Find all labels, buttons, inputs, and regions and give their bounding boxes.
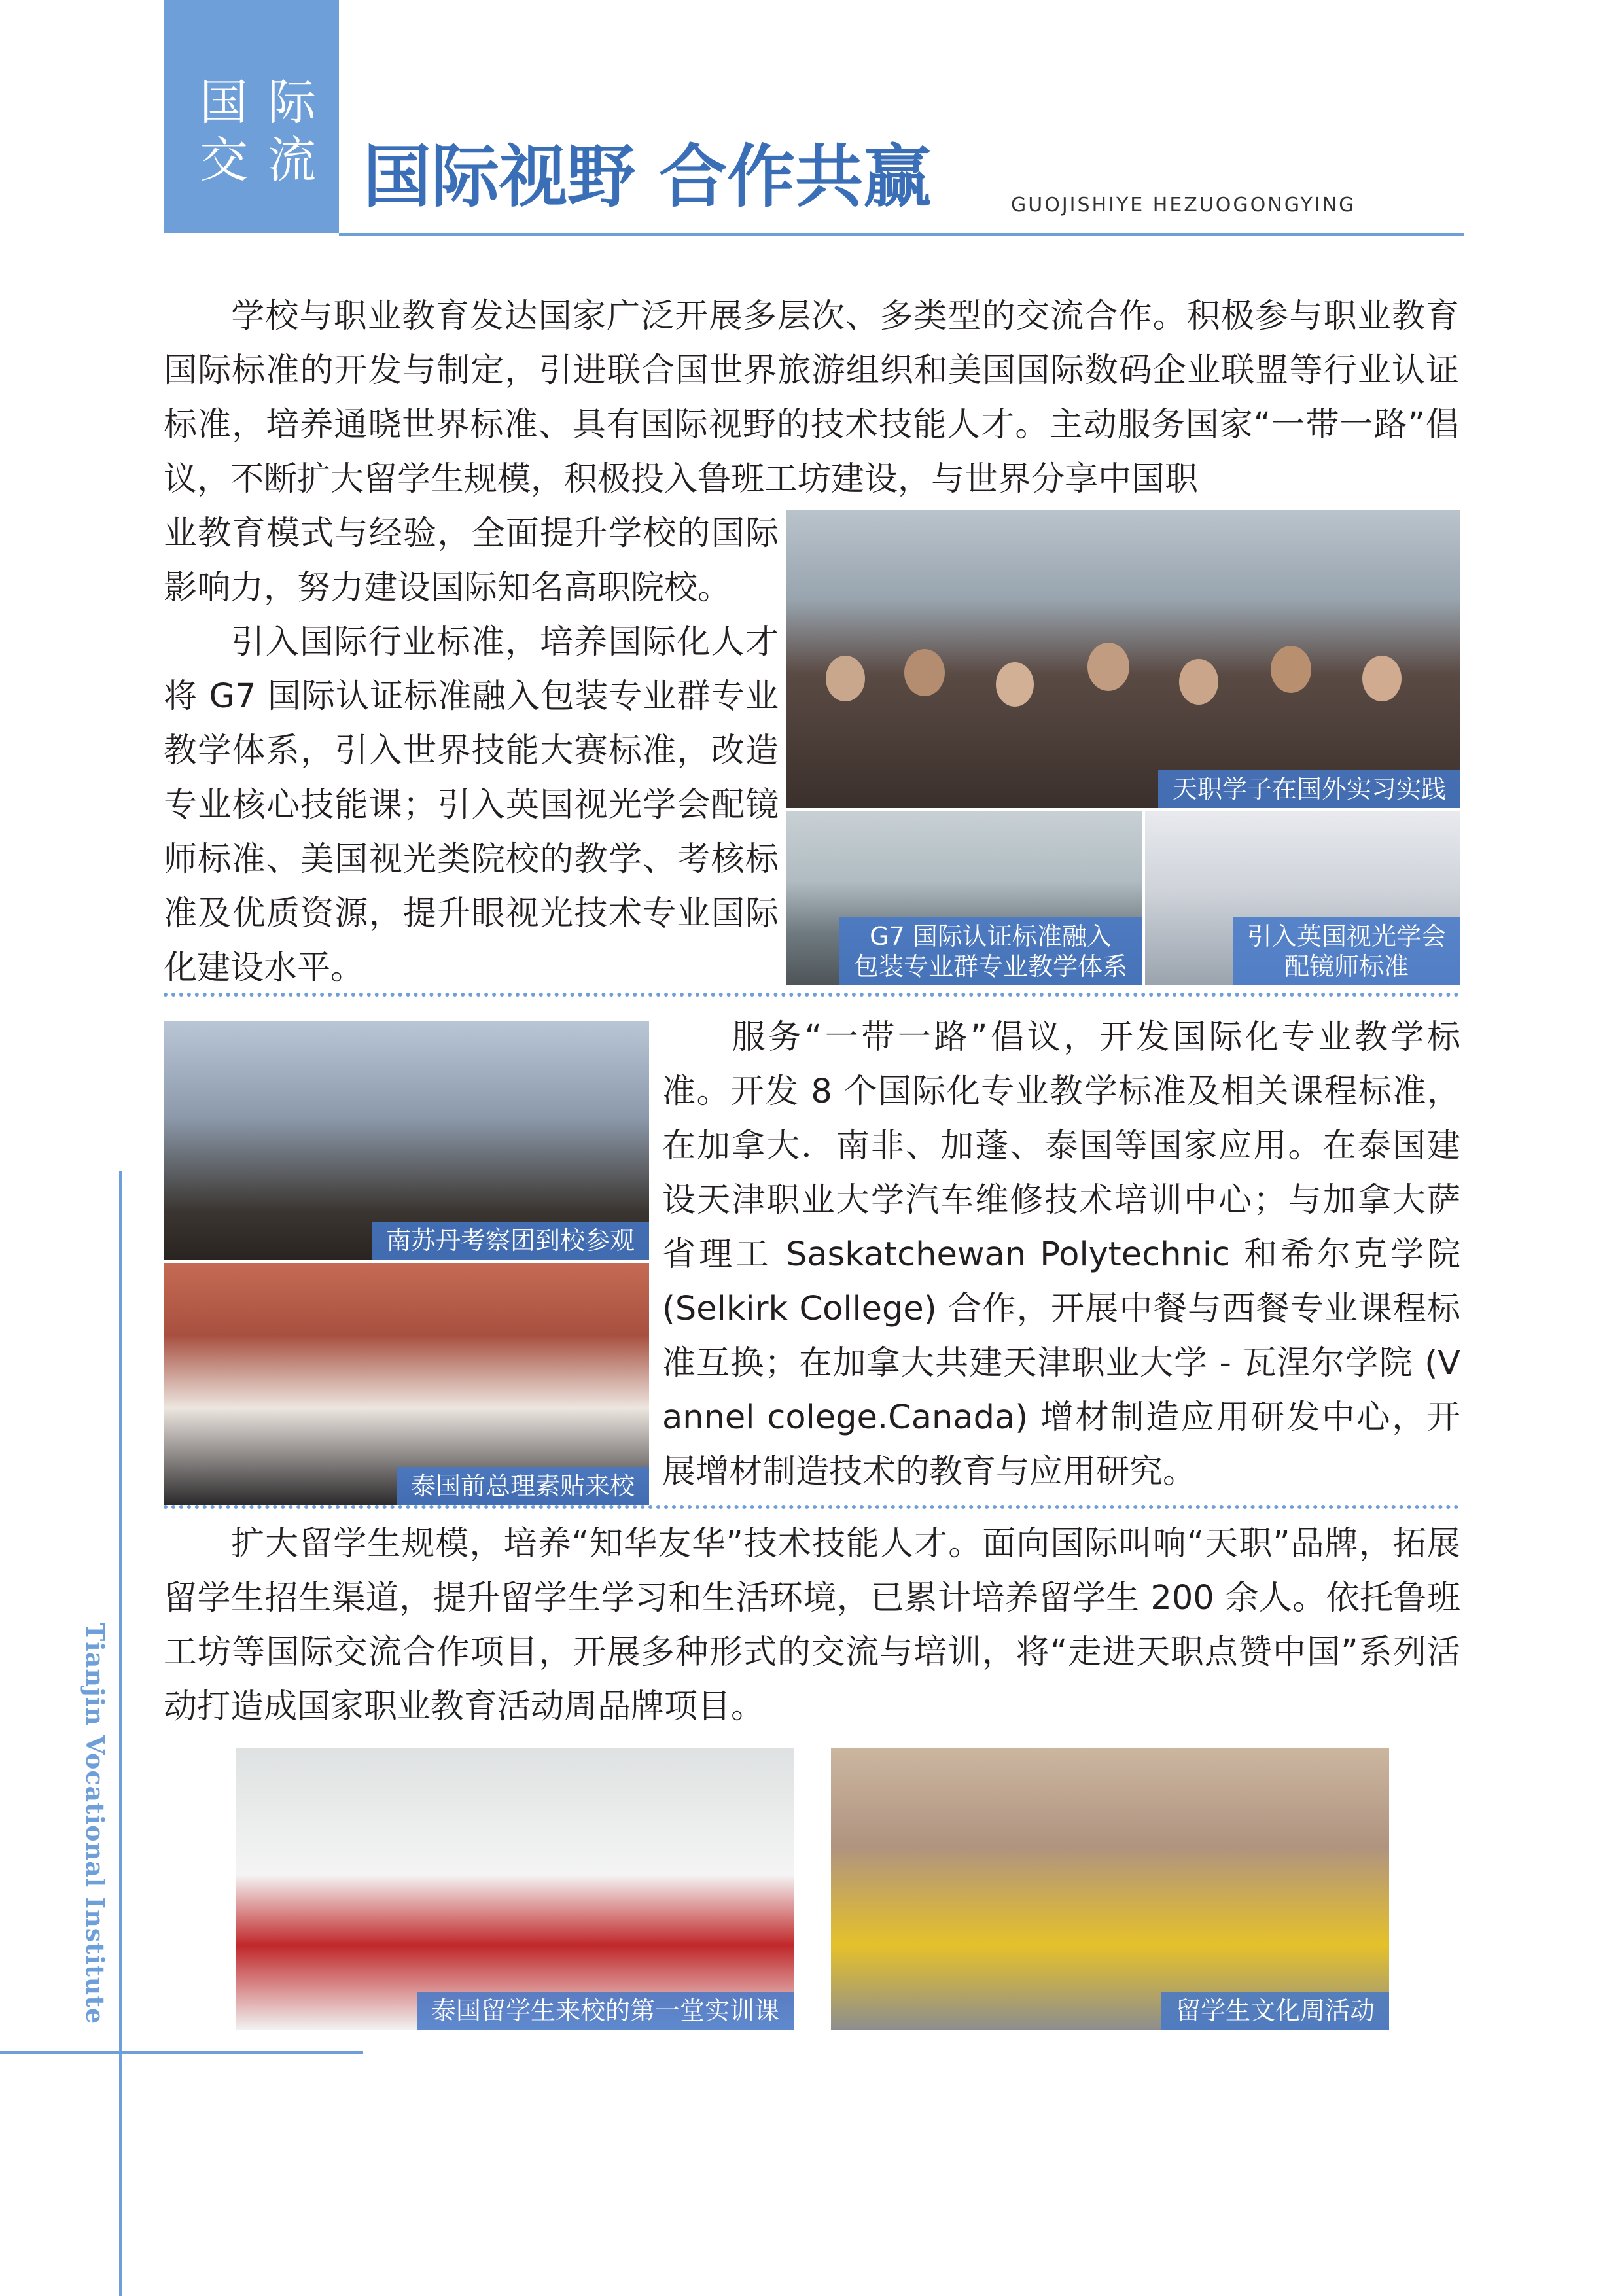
caption-chef-training: 泰国留学生来校的第一堂实训课 bbox=[417, 1992, 794, 2030]
photo-chef-training bbox=[236, 1748, 794, 2030]
caption-g7-standard: G7 国际认证标准融入 包装专业群专业教学体系 bbox=[839, 917, 1142, 985]
paragraph-standards-text: 引入国际行业标准，培养国际化人才将 G7 国际认证标准融入包装专业群专业教学体系，引入世界技能大赛标准，改造专业核心技能课；引入英国视光学会配镜师标准、美国视光类院校的教学、考核标准及优质资源，提升眼视光技术专业国际化建设水平。 bbox=[164, 623, 779, 987]
photo-g7-standard bbox=[786, 811, 1142, 985]
header-divider bbox=[339, 233, 1464, 236]
section-tag-line1: 国际 bbox=[200, 75, 336, 131]
caption-optics-standard: 引入英国视光学会 配镜师标准 bbox=[1233, 917, 1460, 985]
bottom-rule bbox=[0, 2051, 363, 2054]
page-subtitle: GUOJISHIYE HEZUOGONGYING bbox=[1011, 194, 1356, 217]
caption-thai-former-pm: 泰国前总理素贴来校 bbox=[397, 1467, 649, 1505]
dotted-divider bbox=[164, 993, 1459, 997]
paragraph-intro bbox=[164, 289, 1459, 506]
photo-thai-former-pm bbox=[164, 1263, 649, 1505]
section-tag bbox=[164, 0, 339, 233]
paragraph-intro-continued bbox=[164, 506, 779, 995]
left-vertical-rule bbox=[119, 1171, 122, 2296]
caption-south-sudan-visit: 南苏丹考察团到校参观 bbox=[372, 1222, 649, 1260]
caption-culture-week: 留学生文化周活动 bbox=[1161, 1992, 1389, 2030]
school-name-vertical: Tianjin Vocational Institute bbox=[80, 1623, 110, 2025]
page-title: 国际视野 合作共赢 bbox=[363, 137, 932, 217]
photo-south-sudan-visit bbox=[164, 1021, 649, 1260]
section-tag-line2: 交流 bbox=[200, 132, 336, 188]
paragraph-international-students-text: 扩大留学生规模，培养“知华友华”技术技能人才。面向国际叫响“天职”品牌，拓展留学生招生渠道，提升留学生学习和生活环境，已累计培养留学生 200 余人。依托鲁班工坊等国际交流合作项目，开展多种形式的交流与培训，将“走进天职点赞中国”系列活动打造成国家职业教育活动周品牌项目。 bbox=[164, 1525, 1460, 1726]
paragraph-international-students bbox=[164, 1517, 1460, 1734]
photo-optics-standard bbox=[1145, 811, 1460, 985]
caption-students-abroad: 天职学子在国外实习实践 bbox=[1158, 770, 1460, 808]
paragraph-standards bbox=[164, 615, 779, 995]
paragraph-belt-road bbox=[662, 1010, 1460, 1499]
dotted-divider bbox=[164, 1505, 1459, 1509]
paragraph-intro-continued-text: 业教育模式与经验，全面提升学校的国际影响力，努力建设国际知名高职院校。 bbox=[164, 514, 779, 607]
paragraph-belt-road-text: 服务“一带一路”倡议，开发国际化专业教学标准。开发 8 个国际化专业教学标准及相关课程标准，在加拿大．南非、加蓬、泰国等国家应用。在泰国建设天津职业大学汽车维修技术培训中心；与加拿大萨省理工 Saskatchewan Polytechnic 和希尔克学院 (Selkirk College) 合作，开展中餐与西餐专业课程标准互换；在加拿大共建天津职业大学 - 瓦涅尔学院 (Vannel colege.Canada) 增材制造应用研发中心，开展增材制造技术的教育与应用研究。 bbox=[662, 1018, 1460, 1491]
paragraph-intro-text: 学校与职业教育发达国家广泛开展多层次、多类型的交流合作。积极参与职业教育国际标准的开发与制定，引进联合国世界旅游组织和美国国际数码企业联盟等行业认证标准，培养通晓世界标准、具有国际视野的技术技能人才。主动服务国家“一带一路”倡议，不断扩大留学生规模，积极投入鲁班工坊建设，与世界分享中国职 bbox=[164, 297, 1459, 499]
photo-culture-week bbox=[831, 1748, 1389, 2030]
photo-students-abroad bbox=[786, 510, 1460, 808]
